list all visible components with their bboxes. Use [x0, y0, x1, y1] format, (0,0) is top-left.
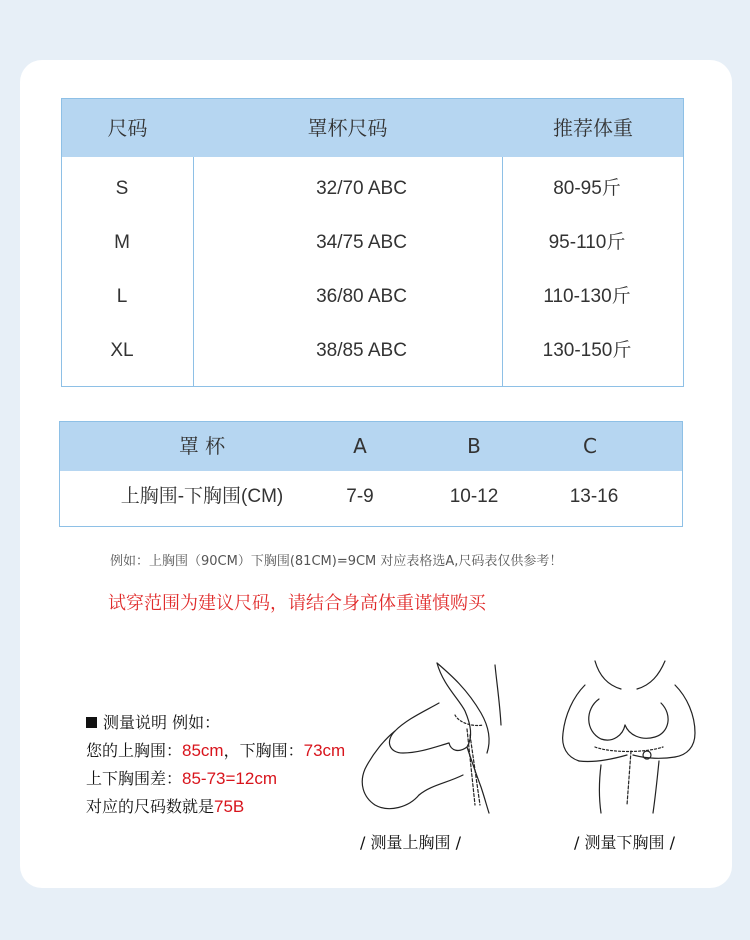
weight-cell: 110-130斤 [543, 286, 631, 307]
measure-line-2 [86, 765, 345, 793]
cup-cell: 38/85 ABC [316, 340, 407, 361]
lower-bust-measure-illustration [555, 655, 700, 815]
cup-b-range: 10-12 [449, 486, 499, 507]
cup-c-range: 13-16 [569, 486, 619, 507]
size-table [61, 98, 684, 387]
size-cell: XL [110, 340, 134, 361]
result-label: 对应的尺码数就是 [86, 797, 215, 816]
upper-bust-value: 85cm [182, 741, 224, 760]
size-cell: L [116, 286, 128, 307]
difference-label: 上胸围-下胸围(CM) [120, 486, 284, 507]
size-cell: M [114, 232, 130, 253]
measure-line-3 [86, 793, 345, 821]
lower-bust-label: ，下胸围： [223, 741, 304, 760]
header-weight: 推荐体重 [553, 116, 633, 140]
measure-title-line [86, 709, 345, 737]
header-cup-b: B [467, 434, 481, 458]
upper-bust-label: 您的上胸围： [86, 741, 183, 760]
weight-cell: 80-95斤 [553, 178, 621, 199]
cup-cell: 34/75 ABC [316, 232, 407, 253]
header-cup-c: C [583, 434, 597, 458]
caption-lower-bust: / 测量下胸围 / [574, 833, 675, 852]
header-cup: 罩 杯 [178, 434, 226, 458]
measurement-instructions [86, 709, 345, 821]
upper-bust-measure-illustration [355, 655, 505, 815]
weight-cell: 95-110斤 [548, 232, 626, 253]
difference-value: 85-73=12cm [182, 769, 277, 788]
cup-a-range: 7-9 [346, 486, 374, 507]
result-value: 75B [214, 797, 245, 816]
difference-label: 上下胸围差： [86, 769, 183, 788]
size-cell: S [115, 178, 129, 199]
lower-bust-value: 73cm [303, 741, 346, 760]
caption-upper-bust: / 测量上胸围 / [360, 833, 461, 852]
header-size: 尺码 [107, 116, 148, 140]
warning-note: 试穿范围为建议尺码，请结合身高体重谨慎购买 [108, 593, 486, 614]
weight-cell: 130-150斤 [542, 340, 632, 361]
cup-table [59, 421, 683, 527]
cup-cell: 32/70 ABC [316, 178, 407, 199]
square-bullet-icon [86, 717, 97, 728]
header-cup-size: 罩杯尺码 [307, 116, 388, 140]
cup-cell: 36/80 ABC [316, 286, 407, 307]
header-cup-a: A [353, 434, 367, 458]
measure-title: 测量说明 例如： [103, 713, 221, 732]
example-note: 例如：上胸围（90CM）下胸围(81CM)=9CM 对应表格选A,尺码表仅供参考！ [110, 554, 563, 569]
measure-line-1 [86, 737, 345, 765]
